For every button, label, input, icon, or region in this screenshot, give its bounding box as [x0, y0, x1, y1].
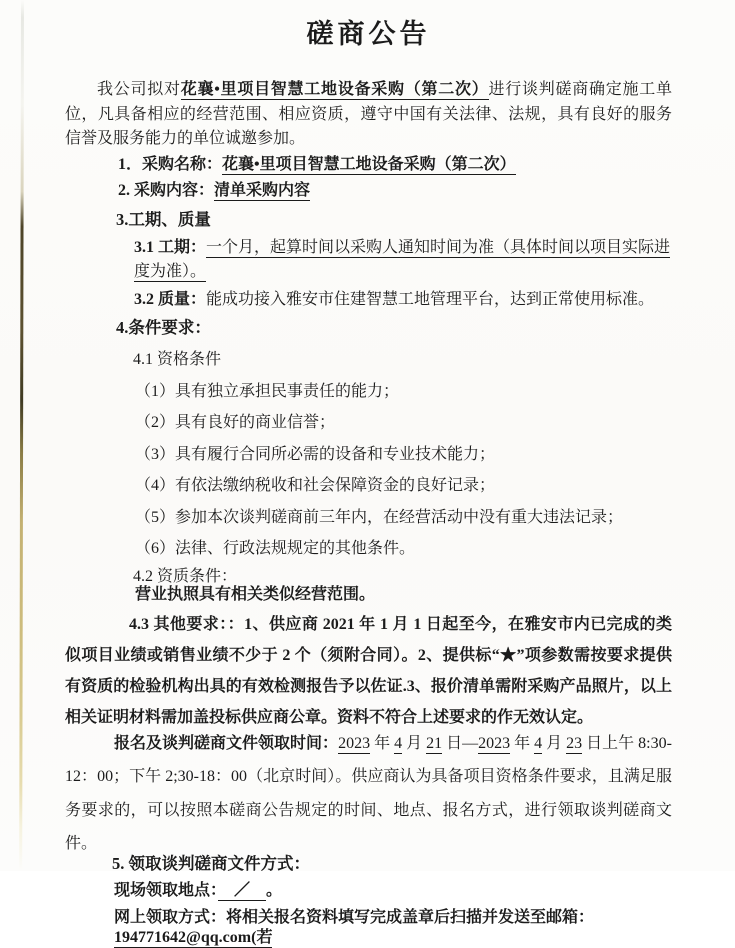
item-procurement-content — [65, 178, 672, 204]
intro-suffix: 进行谈判磋商确定施工单位，凡具备相应的经营范围、相应资质，遵守中国有关法律、法规，具有良好的服务信誉及服务能力的单位诚邀参加。 — [65, 81, 672, 147]
pickup-location-line — [65, 881, 672, 901]
qualification-item-2: （2）具有良好的商业信誉； — [135, 414, 336, 431]
registration-sep5: 月 — [542, 734, 567, 752]
pickup-location-value: ／ — [218, 881, 267, 899]
item1-label: 1．采购名称： — [118, 155, 223, 173]
section3-heading: 3.工期、质量 — [116, 209, 211, 229]
section3-2-line — [65, 288, 672, 312]
online-pickup-line — [65, 908, 672, 948]
section4-2-value: 营业执照具有相关类似经营范围。 — [135, 585, 376, 603]
pickup-location-label: 现场领取地点： — [114, 881, 219, 899]
section4-heading: 4.条件要求： — [116, 317, 211, 337]
qualification-item-6: （6）法律、行政法规规定的其他条件。 — [135, 540, 416, 557]
online-pickup-email: 194771642@qq.com(若 — [114, 928, 273, 946]
qualification-item-3: （3）具有履行合同所必需的设备和专业技术能力； — [135, 445, 496, 463]
registration-sep3: 日— — [442, 734, 479, 752]
qualification-item-5: （5）参加本次谈判磋商前三年内，在经营活动中没有重大违法记录； — [135, 508, 624, 526]
registration-sep4: 年 — [510, 734, 535, 752]
registration-rest: 日上午 8:30-12：00；下午 2;30-18：00（北京时间）。供应商认为具备项目资格条件要求，且满足服务要求的，可以按照本磋商公告规定的时间、地点、报名方式，进行领取谈判磋商文件。 — [65, 734, 672, 852]
registration-year2: 2023 — [478, 734, 511, 752]
item2-label: 2. 采购内容： — [118, 181, 215, 199]
registration-month2: 4 — [534, 734, 543, 752]
section3-1-label: 3.1 工期： — [134, 238, 207, 256]
registration-sep1: 年 — [370, 734, 395, 752]
registration-day1: 21 — [426, 734, 443, 752]
section4-2-heading: 4.2 资质条件： — [133, 567, 238, 585]
online-pickup-text: 将相关报名资料填写完成盖章后扫描并发送至邮箱： — [226, 908, 595, 926]
section3-2-value: 能成功接入雅安市住建智慧工地管理平台，达到正常使用标准。 — [206, 290, 655, 308]
intro-paragraph — [65, 78, 672, 152]
registration-day2: 23 — [566, 734, 583, 752]
registration-sep2: 月 — [402, 734, 427, 752]
intro-prefix: 我公司拟对 — [97, 81, 181, 98]
registration-month1: 4 — [394, 734, 403, 752]
section4-3-paragraph: 4.3 其他要求：：1、供应商 2021 年 1 月 1 日起至今，在雅安市内已完成的类似项目业绩或销售业绩不少于 2 个（须附合同）。2、提供标“★”项参数需按要求提供有资质的检验机构出具的有效检测报告予以佐证.3、报价清单需附采购产品照片，以上相关证明材料需加盖投标供应商公章。资料不符合上述要求的作无效认定。 — [65, 615, 672, 726]
section3-1-value: 一个月，起算时间以采购人通知时间为准（具体时间以项目实际进度为准）。 — [134, 238, 671, 280]
online-pickup-label: 网上领取方式： — [114, 908, 227, 926]
item-procurement-name — [65, 152, 672, 178]
section3-2-label: 3.2 质量： — [134, 290, 207, 308]
registration-paragraph — [65, 727, 672, 861]
intro-project-name: 花襄•里项目智慧工地设备采购（第二次） — [180, 81, 489, 98]
section3-1-line — [65, 236, 672, 284]
section4-1-heading: 4.1 资格条件 — [133, 350, 222, 368]
pickup-location-period: 。 — [266, 881, 283, 899]
document-title: 磋商公告 — [306, 19, 431, 49]
registration-year1: 2023 — [338, 734, 371, 752]
item2-value: 清单采购内容 — [214, 181, 311, 199]
qualification-item-4: （4）有依法缴纳税收和社会保障资金的良好记录； — [135, 477, 496, 494]
qualification-item-1: （1）具有独立承担民事责任的能力； — [135, 382, 400, 400]
registration-label: 报名及谈判磋商文件领取时间： — [114, 734, 339, 752]
item1-value: 花襄•里项目智慧工地设备采购（第二次） — [222, 155, 516, 173]
section5-heading: 5. 领取谈判磋商文件方式： — [112, 853, 310, 873]
